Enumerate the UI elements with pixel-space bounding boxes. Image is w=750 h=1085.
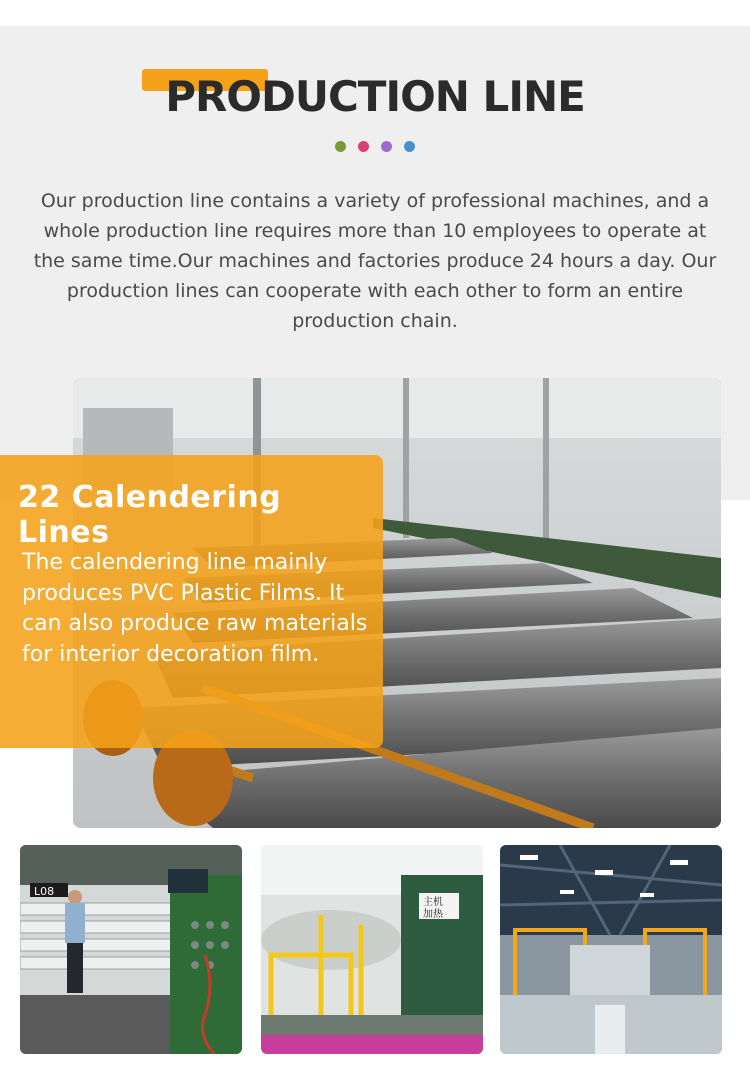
gallery-photo-operator [20,845,242,1054]
machine-cn-label-2: 加热 [423,909,443,920]
feature-body: The calendering line mainly produces PVC Plastic Films. It can also produce raw materials for interior decoration film. [22,550,368,667]
machine-cn-label-1: 主机 [423,897,443,908]
feature-overlay [0,455,383,748]
machine-code-label: L08 [34,885,55,898]
section-title: PRODUCTION LINE [165,72,585,121]
intro-text: Our production line contains a variety of professional machines, and a whole production line requires more than 10 employees to operate at the same time.Our machines and factories produce 24 hours a day. Our production lines can cooperate with each other to form an entire production chain. [33,190,717,332]
dot-purple [381,141,392,152]
dot-pink [358,141,369,152]
feature-title: 22 Calendering Lines [18,480,282,550]
decorative-dots [0,141,750,152]
gallery-photo-machine [261,845,483,1054]
gallery-photo-workshop [500,845,722,1054]
dot-green [335,141,346,152]
dot-blue [404,141,415,152]
